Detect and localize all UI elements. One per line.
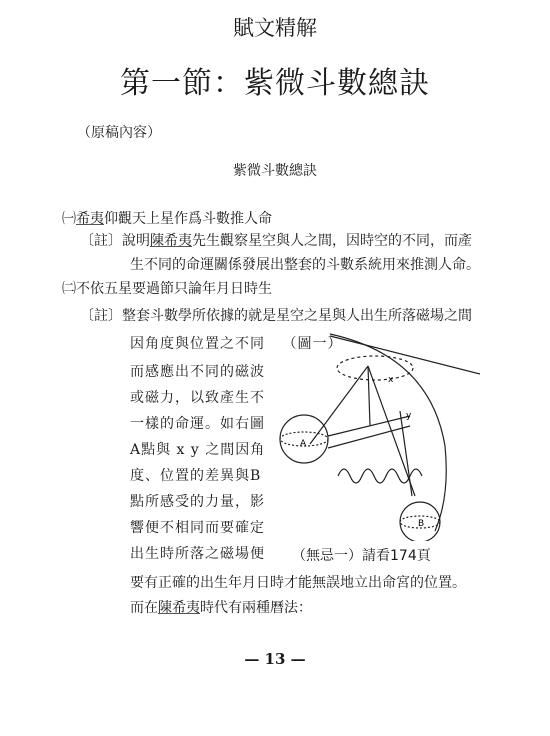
- ray-mid: [368, 366, 370, 426]
- section-title: 第一節：紫微斗數總訣: [120, 66, 430, 101]
- book-title: 賦文精解: [233, 16, 317, 40]
- person-name: 希夷: [76, 211, 104, 227]
- note-text: 先生觀察星空與人之間，因時空的不同，而產: [192, 233, 472, 249]
- wrap-line-9: 出生時所落之磁場便: [130, 546, 265, 562]
- person-name: 陳希夷: [158, 600, 200, 616]
- note-1-line-2: 生不同的命運關係發展出整套的斗數系統用來推測人命。: [130, 257, 480, 273]
- beam-a: [328, 416, 410, 436]
- last-prefix: 而在: [130, 600, 158, 616]
- top-ellipse: [337, 356, 413, 380]
- label-x: x: [388, 375, 394, 385]
- item-marker: ㈡: [62, 281, 76, 297]
- ray-y: [400, 411, 412, 496]
- wrap-line-2: 而感應出不同的磁波: [130, 364, 265, 380]
- wrap-line-3: 或磁力，以致產生不: [130, 390, 265, 406]
- note-prefix: 說明: [122, 233, 150, 249]
- poem-title: 紫微斗數總訣: [233, 163, 317, 179]
- orbit-arc: [330, 334, 446, 531]
- horizontal-ray: [330, 336, 480, 374]
- label-a: A: [300, 439, 307, 449]
- wrap-line-4: 一樣的命運。如右圖: [130, 416, 265, 432]
- note-2-after: 要有正確的出生年月日時才能無誤地立出命宮的位置。: [130, 575, 466, 591]
- page-number: — 13 —: [244, 650, 306, 668]
- label-b: B: [418, 519, 425, 529]
- note-label: 〔註〕: [80, 233, 122, 249]
- label-y: y: [406, 411, 412, 421]
- note-label: 〔註〕: [80, 308, 122, 324]
- wrap-text: 因角度與位置之不同: [130, 336, 265, 352]
- note-2-line-1: [80, 305, 472, 325]
- verse-text: 不依五星要過節只論年月日時生: [76, 281, 272, 297]
- note-text: 整套斗數學所依據的就是星空之星與人出生所落磁場之間: [122, 308, 472, 324]
- person-name: 陳希夷: [150, 233, 192, 249]
- figure-reference: （圖一）: [282, 336, 343, 352]
- verse-text: 仰觀天上星作爲斗數推人命: [104, 211, 272, 227]
- last-text: 時代有兩種曆法：: [200, 600, 312, 616]
- verse-line-1: [62, 208, 272, 228]
- wrap-line-8: 響便不相同而要確定: [130, 520, 265, 536]
- figure-caption: （無忌一）請看174頁: [292, 548, 431, 564]
- wrap-line-7: 點所感受的力量，影: [130, 494, 265, 510]
- item-marker: ㈠: [62, 211, 76, 227]
- ray-a-left: [310, 366, 368, 444]
- wrap-line-5: A點與 x y 之間因角: [130, 442, 266, 458]
- original-manuscript-label: （原稿內容）: [77, 125, 161, 141]
- verse-line-2: [62, 278, 272, 298]
- magnetic-field-diagram: [270, 326, 480, 541]
- wrap-line-6: 度、位置的差異與B: [130, 468, 262, 484]
- note-2-last: [130, 597, 312, 617]
- note-1-line-1: [80, 230, 472, 250]
